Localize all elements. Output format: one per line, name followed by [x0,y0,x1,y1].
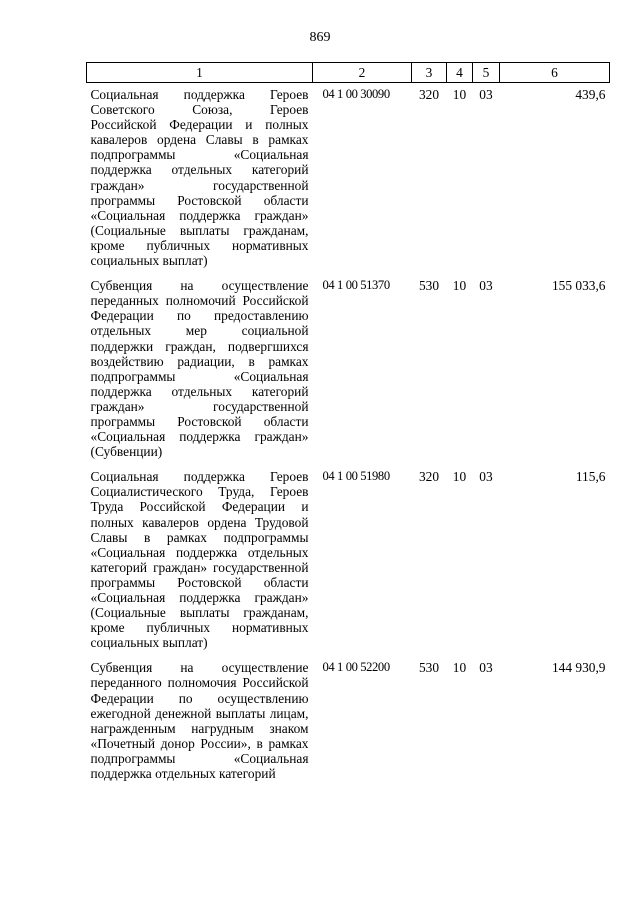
header-col-3: 3 [412,63,447,83]
row-expense-type: 320 [418,87,440,102]
table-header-row [87,63,610,83]
header-col-1: 1 [87,63,313,83]
row-expense-type: 530 [418,278,440,294]
page-number: 869 [309,30,331,45]
row-subsection: 03 [479,469,493,485]
row-subsection: 03 [479,660,493,676]
row-target-code: 04 1 00 51370 [322,278,390,293]
row-target-code: 04 1 00 30090 [322,87,390,101]
header-col-2: 2 [313,63,412,83]
row-name: Субвенция на осуществление переданного полномочия Российской Федерации по осуществлению ежегодной денежной выплаты лицам, награжденным нагрудным знаком «Почетный донор России», в рамках подпрограммы «Социальная поддержка отдельных категорий [90,660,309,782]
row-expense-type: 530 [418,660,440,676]
table-row [87,274,610,465]
header-col-6: 6 [500,63,610,83]
row-subsection: 03 [479,278,493,294]
table-row [87,465,610,656]
row-subsection: 03 [479,87,493,102]
row-section: 10 [452,660,467,676]
row-section: 10 [452,87,467,102]
table-row [87,656,610,787]
row-amount: 115,6 [575,469,606,485]
row-section: 10 [452,278,467,294]
row-amount: 155 033,6 [551,278,606,294]
row-amount: 144 930,9 [551,660,606,676]
row-section: 10 [452,469,467,485]
header-col-5: 5 [473,63,500,83]
row-name: Социальная поддержка Героев Социалистического Труда, Героев Труда Российской Федерации и полных кавалеров ордена Трудовой Славы в рамках подпрограммы «Социальная поддержка отдельных категорий граждан» государственной программы Ростовской области «Социальная поддержка граждан» (Социальные выплаты гражданам, кроме публичных нормативных социальных выплат) [90,469,309,651]
row-expense-type: 320 [418,469,440,485]
row-name: Субвенция на осуществление переданных полномочий Российской Федерации по предоставлению отдельных мер социальной поддержки граждан, подвергшихся воздействию радиации, в рамках подпрограммы «Социальная поддержка отдельных категорий граждан» государственной программы Ростовской области «Социальная поддержка граждан» (Субвенции) [90,278,309,460]
budget-table [86,62,610,787]
table-row [87,83,610,275]
row-amount: 439,6 [575,87,606,102]
header-col-4: 4 [447,63,473,83]
row-target-code: 04 1 00 52200 [322,660,390,675]
row-target-code: 04 1 00 51980 [322,469,390,484]
row-name: Социальная поддержка Героев Советского Союза, Героев Российской Федерации и полных кавалеров ордена Славы в рамках подпрограммы «Социальная поддержка отдельных категорий граждан» государственной программы Ростовской области «Социальная поддержка граждан» (Социальные выплаты гражданам, кроме публичных нормативных социальных выплат) [90,87,309,269]
